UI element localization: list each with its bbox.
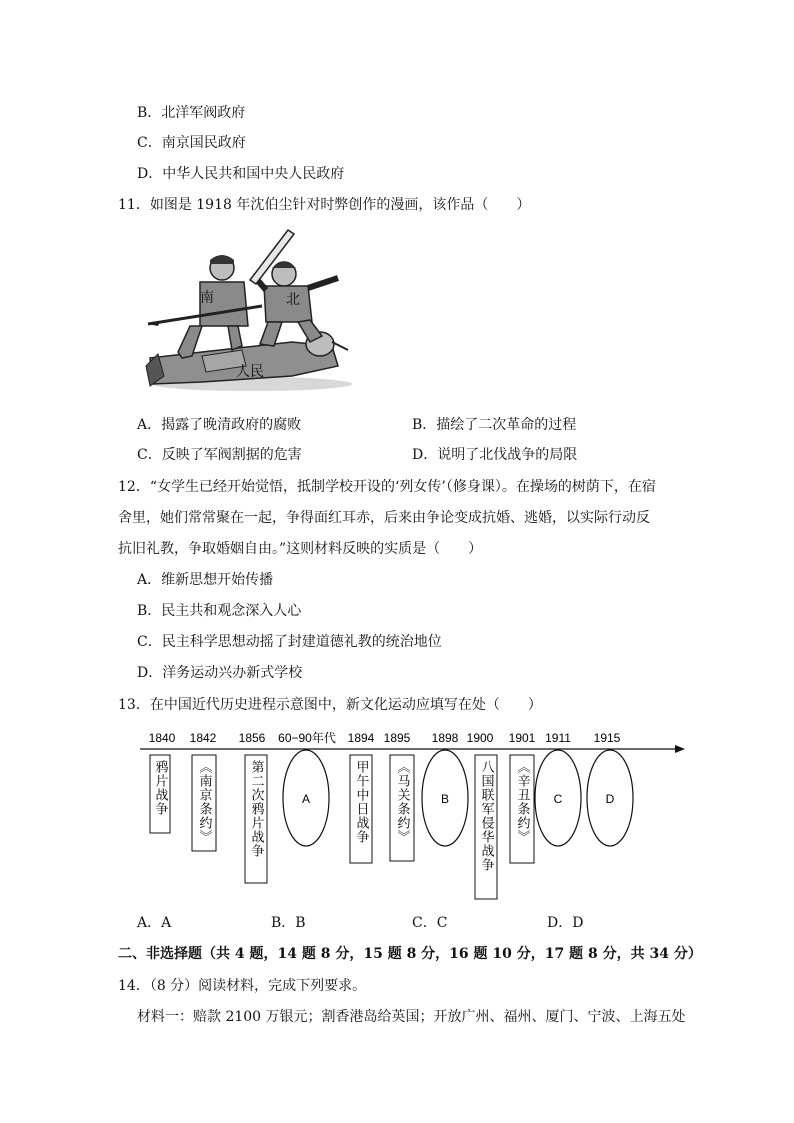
cartoon-label-people: 人民 [236,364,264,380]
timeline-year: 1840 [148,731,176,745]
q12-option-a: A．维新思想开始传播 [137,572,274,588]
q12-option-b: B．民主共和观念深入人心 [137,603,302,619]
q10-option-d: D．中华人民共和国中央人民政府 [137,166,345,182]
section-heading: 二、非选择题（共 4 题，14 题 8 分，15 题 8 分，16 题 10 分，17 题 8 分，共 34 分） [118,946,702,962]
timeline-event: 第二次鸦片战争 [248,760,264,858]
timeline-year: 1842 [189,731,217,745]
q13-option-d: D．D [547,915,584,931]
q13-timeline-diagram [140,724,685,904]
timeline-arrow-icon [675,745,685,753]
q11-option-d: D．说明了北伐战争的局限 [412,447,578,463]
q13-option-a: A．A [137,915,172,931]
north-soldier [250,230,338,346]
timeline-year: 60−90年代 [278,731,336,745]
q13-option-c: C．C [412,915,448,931]
q11-option-a: A．揭露了晚清政府的腐败 [137,417,302,433]
timeline-year: 1900 [466,731,494,745]
timeline-event: 甲午中日战争 [353,760,369,844]
timeline-year: 1915 [593,731,621,745]
cartoon-label-north: 北 [286,292,300,308]
timeline-event: 鸦片战争 [152,760,168,816]
q13-stem: 13．在中国近代历史进程示意图中，新文化运动应填写在处（ ） [118,697,542,713]
q14-material1: 材料一：赔款 2100 万银元；割香港岛给英国；开放广州、福州、厦门、宁波、上海五处 [137,1009,686,1025]
q12-stem-line1: 12．“女学生已经开始觉悟，抵制学校开设的‘列女传’（修身课）。在操场的树荫下，在宿 [118,479,656,495]
timeline-event: 八国联军侵华战争 [478,760,494,872]
q10-option-b: B．北洋军阀政府 [137,105,246,121]
q12-option-d: D．洋务运动兴办新式学校 [137,665,303,681]
oval-label: D [605,792,615,806]
timeline-event: 《辛丑条约》 [514,760,530,844]
q12-stem-line2: 舍里，她们常常聚在一起，争得面红耳赤，后来由争论变成抗婚、逃婚，以实际行动反 [118,510,650,526]
cartoon-label-south: 南 [200,290,214,306]
timeline-event: 《南京条约》 [196,760,212,844]
q12-stem-line3: 抗旧礼教，争取婚姻自由。”这则材料反映的实质是（ ） [118,541,483,557]
q10-option-c: C．南京国民政府 [137,135,246,151]
south-soldier [148,255,262,358]
timeline-year: 1894 [347,731,375,745]
q12-option-c: C．民主科学思想动摇了封建道德礼教的统治地位 [137,634,442,650]
q13-option-b: B．B [271,915,306,931]
q14-stem: 14．（8 分）阅读材料，完成下列要求。 [118,978,367,994]
q11-stem: 11．如图是 1918 年沈伯尘针对时弊创作的漫画，该作品（ ） [118,197,531,213]
timeline-year: 1901 [508,731,536,745]
q11-option-c: C．反映了军阀割据的危害 [137,447,302,463]
oval-label: B [440,792,450,806]
timeline-year: 1911 [545,731,571,745]
timeline-year: 1895 [383,731,411,745]
oval-label: A [301,792,311,806]
timeline-event: 《马关条约》 [394,760,410,844]
timeline-year: 1856 [238,731,266,745]
oval-label: C [553,792,563,806]
q11-option-b: B．描绘了二次革命的过程 [412,417,577,433]
timeline-year: 1898 [431,731,459,745]
q11-cartoon-illustration [142,226,354,396]
